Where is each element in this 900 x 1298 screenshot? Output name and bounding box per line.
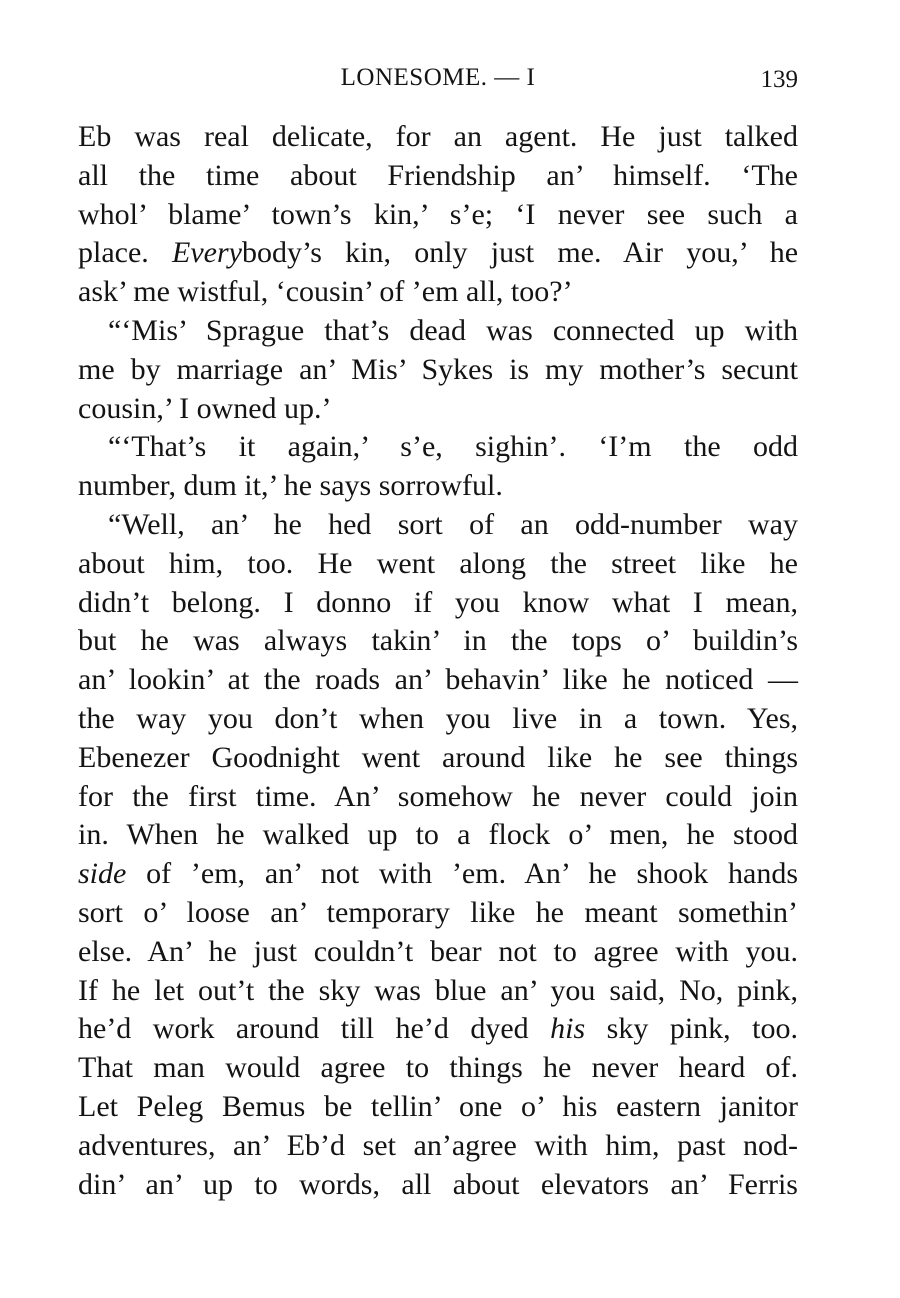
text-line: for the first time. An’ somehow he never could join	[78, 779, 798, 813]
text-line: Ebenezer Goodnight went around like he see things	[78, 740, 798, 774]
text-line: That man would agree to things he never heard of.	[78, 1051, 798, 1085]
paragraph-2	[78, 312, 798, 428]
text-line: he’d work around till he’d dyed his sky pink, too.	[78, 1012, 798, 1046]
text-line: cousin,’ I owned up.’	[78, 391, 332, 425]
running-head	[78, 60, 798, 96]
paragraph-3	[78, 428, 798, 506]
text-line: din’ an’ up to words, all about elevators an’ Ferris	[78, 1167, 798, 1201]
text-line: all the time about Friendship an’ himself. ‘The	[78, 158, 798, 192]
text-line: “Well, an’ he hed sort of an odd-number way	[108, 507, 798, 541]
paragraph-4	[78, 506, 798, 1204]
paragraph-1	[78, 118, 798, 312]
text-line: “‘That’s it again,’ s’e, sighin’. ‘I’m the odd	[108, 430, 798, 464]
text-line: in. When he walked up to a flock o’ men, he stood	[78, 818, 798, 852]
text-line: If he let out’t the sky was blue an’ you said, No, pink,	[78, 973, 798, 1007]
text-line: “‘Mis’ Sprague that’s dead was connected up with	[108, 313, 798, 347]
text-line: adventures, an’ Eb’d set an’agree with him, past nod-	[78, 1128, 798, 1162]
body-text	[78, 118, 798, 1204]
text-line: an’ lookin’ at the roads an’ behavin’ like he noticed —	[78, 663, 798, 697]
text-line: Let Peleg Bemus be tellin’ one o’ his eastern janitor	[78, 1089, 798, 1123]
text-line: sort o’ loose an’ temporary like he meant somethin’	[78, 895, 798, 929]
text-line: side of ’em, an’ not with ’em. An’ he shook hands	[78, 857, 798, 891]
text-line: place. Everybody’s kin, only just me. Air you,’ he	[78, 236, 799, 270]
text-line: number, dum it,’ he says sorrowful.	[78, 469, 503, 503]
text-line: didn’t belong. I donno if you know what I mean,	[78, 585, 798, 619]
text-line: about him, too. He went along the street like he	[78, 546, 798, 580]
text-line: but he was always takin’ in the tops o’ buildin’s	[78, 624, 798, 658]
text-line: me by marriage an’ Mis’ Sykes is my mother’s secunt	[78, 352, 798, 386]
text-line: Eb was real delicate, for an agent. He just talked	[78, 120, 798, 153]
page-number: 139	[760, 66, 798, 93]
running-title: LONESOME. — I	[340, 64, 536, 91]
text-line: else. An’ he just couldn’t bear not to agree with you.	[78, 934, 798, 968]
text-line: whol’ blame’ town’s kin,’ s’e; ‘I never see such a	[78, 197, 798, 231]
text-line: ask’ me wistful, ‘cousin’ of ’em all, too?’	[78, 275, 573, 309]
text-line: the way you don’t when you live in a town. Yes,	[78, 701, 798, 735]
